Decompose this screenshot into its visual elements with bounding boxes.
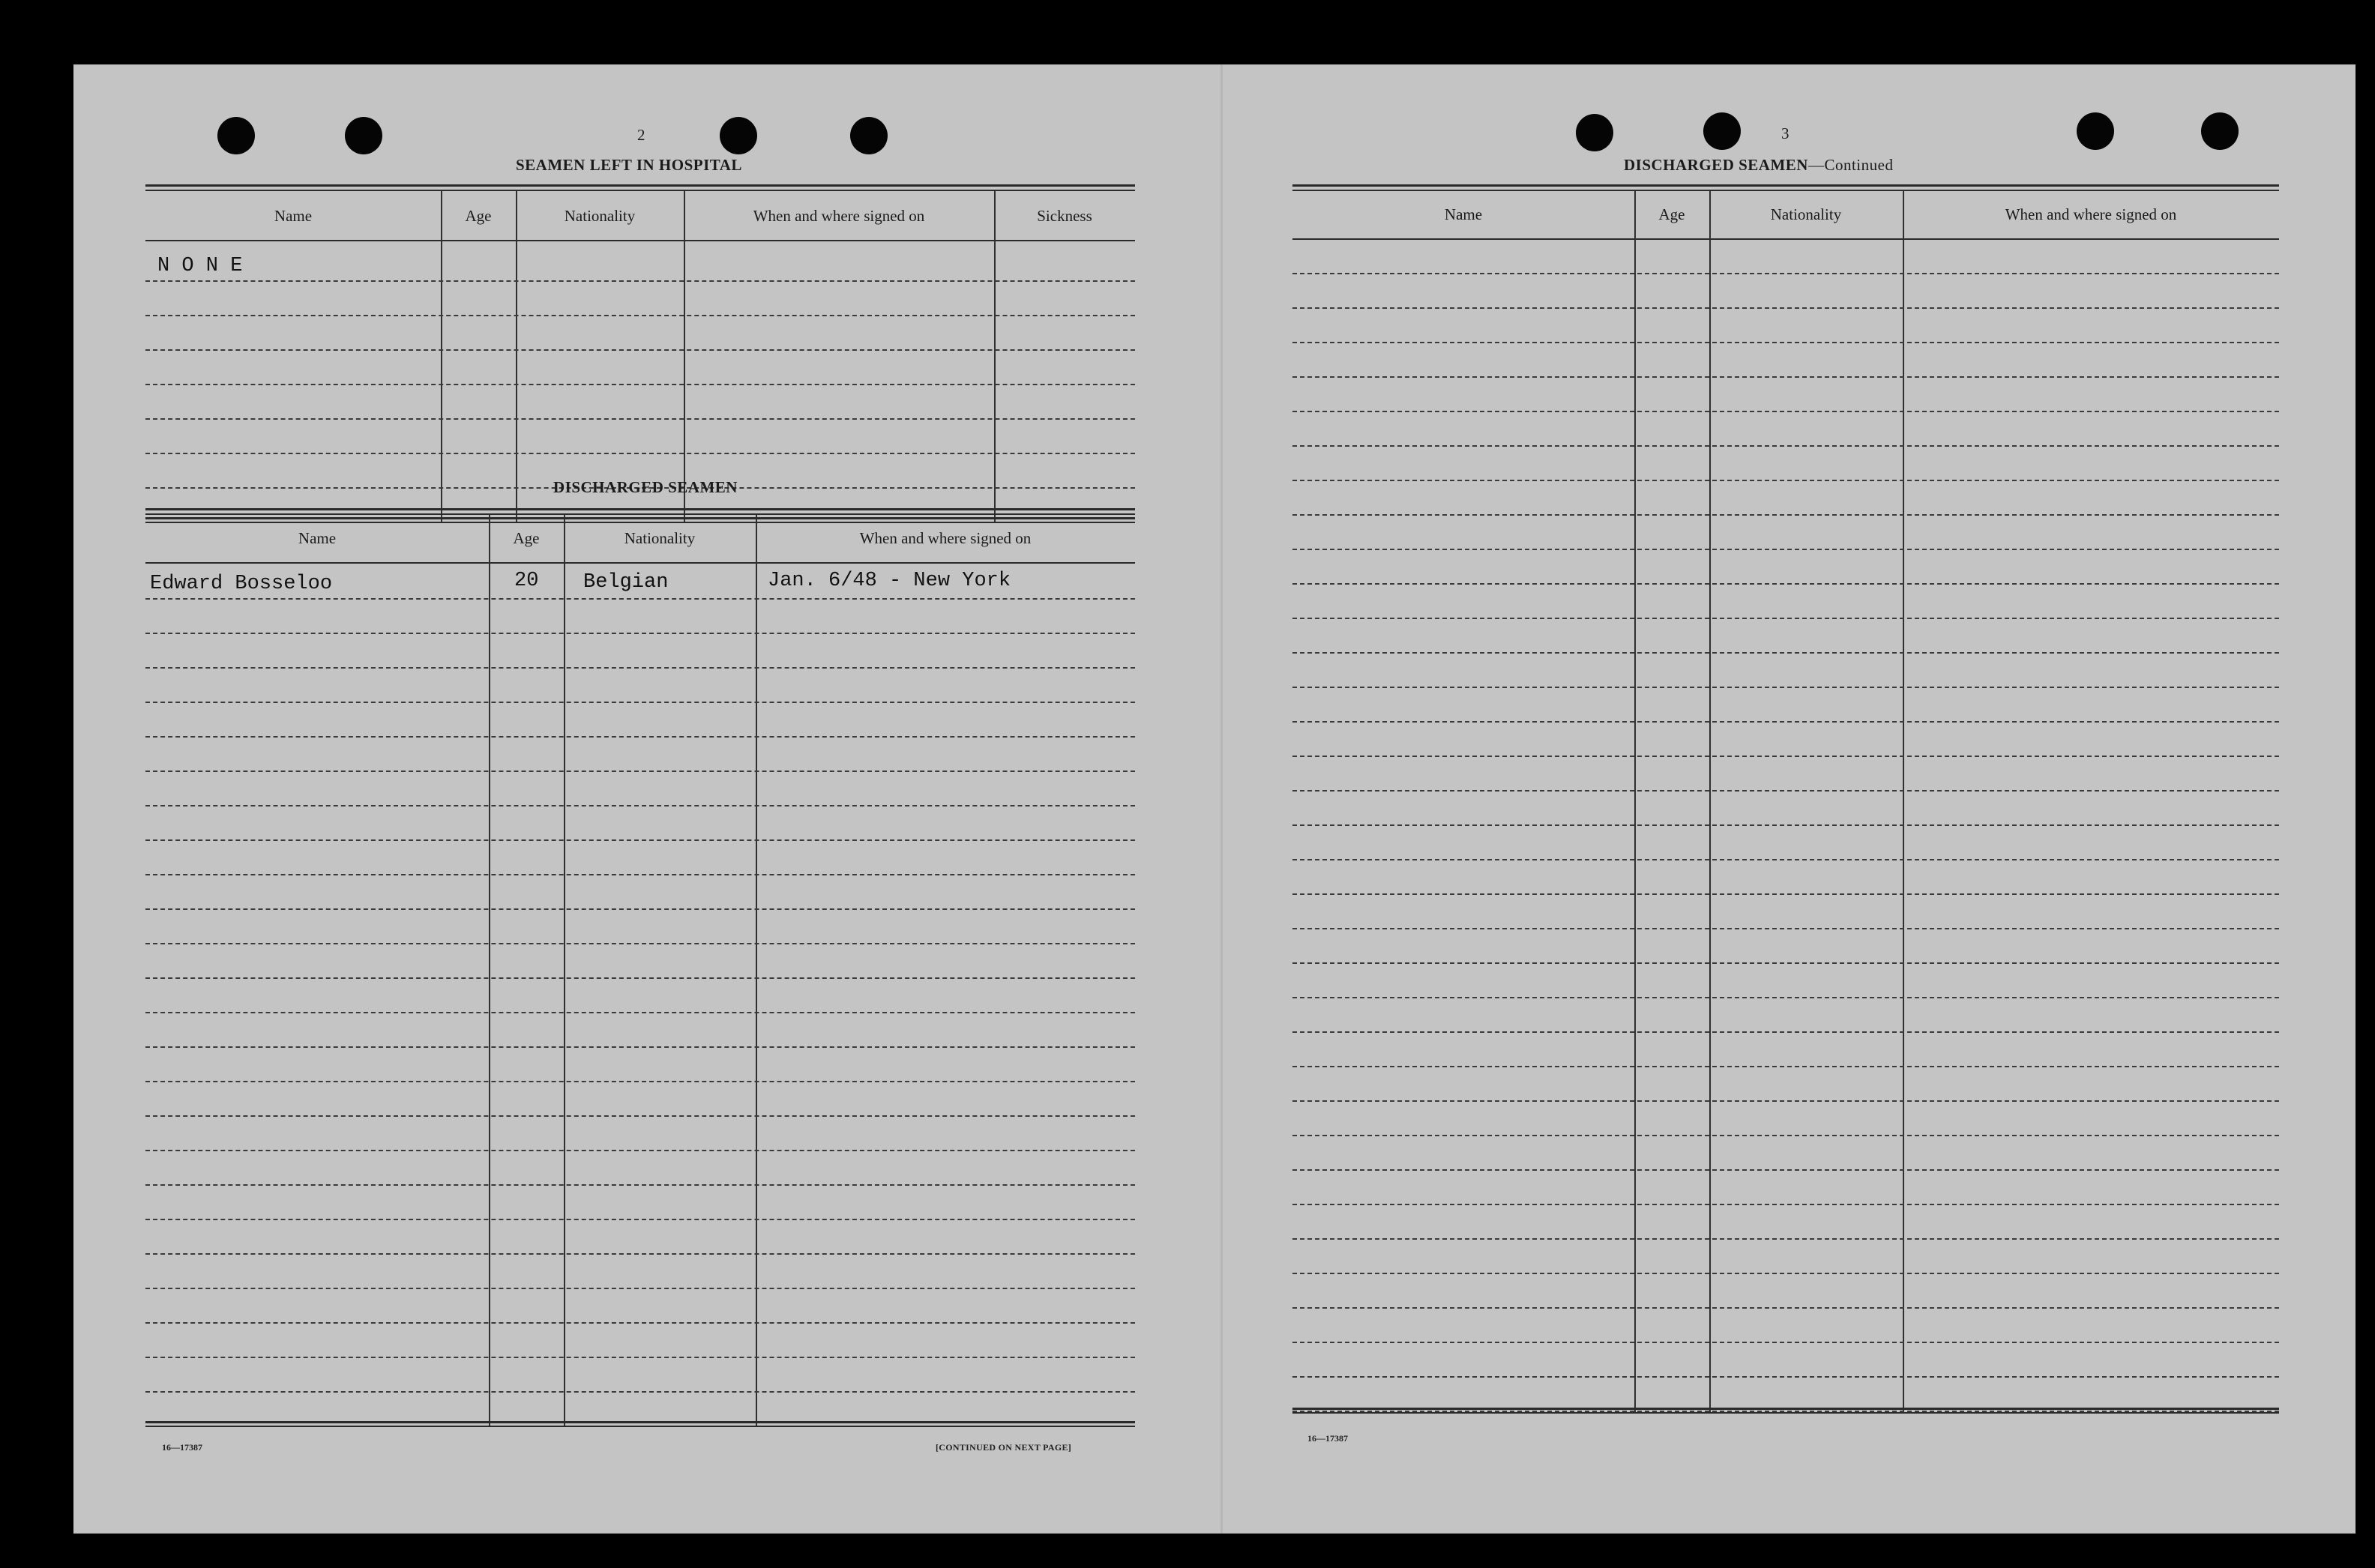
left-page [73, 64, 1220, 1534]
row-rule-line [1292, 1135, 2279, 1136]
row-rule-line [145, 1322, 1135, 1324]
discharged-col-name: Name [298, 528, 337, 547]
row-rule-line [145, 771, 1135, 772]
row-rule-line [1292, 583, 2279, 585]
discharged-age: 20 [514, 570, 539, 592]
row-rule-line [1292, 1100, 2279, 1102]
row-rule-line [1292, 928, 2279, 929]
row-rule-line [1292, 376, 2279, 378]
row-rule-line [1292, 411, 2279, 412]
row-rule-line [1292, 893, 2279, 895]
title-text: DISCHARGED SEAMEN [1624, 156, 1808, 174]
row-rule-line [1292, 859, 2279, 860]
row-rule-line [1292, 652, 2279, 654]
hospital-section-title: SEAMEN LEFT IN HOSPITAL [516, 156, 742, 174]
hospital-entry-none: N O N E [157, 255, 243, 277]
row-rule-line [145, 977, 1135, 979]
row-rule-line [145, 1081, 1135, 1082]
row-rule-line [145, 874, 1135, 875]
row-rule-line [145, 1184, 1135, 1186]
row-rule-line [145, 943, 1135, 944]
continued-note: [CONTINUED ON NEXT PAGE] [936, 1442, 1072, 1453]
discharged-signed-on: Jan. 6/48 - New York [768, 570, 1011, 592]
row-rule-line [1292, 1169, 2279, 1171]
row-rule-line [1292, 1066, 2279, 1067]
row-rule-line [1292, 997, 2279, 998]
row-rule-line [1292, 790, 2279, 791]
row-rule-line [145, 667, 1135, 669]
row-rule-line [145, 1391, 1135, 1393]
row-rule-line [145, 1012, 1135, 1013]
hospital-table [145, 184, 1135, 523]
row-rule-line [1292, 1031, 2279, 1033]
row-rule-line [145, 805, 1135, 806]
row-rule-line [1292, 687, 2279, 688]
discharged-nationality: Belgian [583, 571, 669, 594]
row-rule-line [1292, 342, 2279, 343]
hospital-col-nationality: Nationality [564, 206, 636, 225]
page-number: 3 [1781, 124, 1789, 142]
row-rule-line [1292, 445, 2279, 447]
discharged-name: Edward Bosseloo [150, 573, 333, 595]
row-rule-line [1292, 1238, 2279, 1240]
row-rule-line [1292, 549, 2279, 550]
discharged-section-title: DISCHARGED SEAMEN [553, 478, 738, 496]
discharged-col-signed-on: When and where signed on [859, 528, 1032, 547]
row-rule-line [1292, 514, 2279, 516]
row-rule-line [1292, 1307, 2279, 1309]
discharged-col-age: Age [513, 528, 540, 547]
title-suffix: —Continued [1807, 156, 1894, 174]
hospital-col-age: Age [465, 206, 492, 225]
discharged-continued-table [1292, 184, 2279, 1415]
row-rule-line [145, 598, 1135, 600]
row-rule-line [145, 1115, 1135, 1117]
row-rule-line [145, 1150, 1135, 1151]
row-rule-line [1292, 962, 2279, 964]
continued-col-name: Name [1444, 205, 1483, 223]
row-rule-line [145, 1288, 1135, 1289]
row-rule-line [1292, 756, 2279, 757]
row-rule-line [145, 908, 1135, 910]
discharged-col-nationality: Nationality [624, 528, 696, 547]
row-rule-line [1292, 1376, 2279, 1378]
row-rule-line [145, 1219, 1135, 1220]
row-rule-line [145, 702, 1135, 703]
row-rule-line [1292, 1411, 2279, 1412]
row-rule-line [1292, 1342, 2279, 1343]
form-number: 16—17387 [162, 1442, 202, 1453]
row-rule-line [1292, 824, 2279, 826]
row-rule-line [1292, 480, 2279, 481]
row-rule-line [145, 1046, 1135, 1048]
form-number: 16—17387 [1307, 1433, 1348, 1444]
row-rule-line [1292, 618, 2279, 619]
row-rule-line [145, 1357, 1135, 1358]
discharged-continued-title [1624, 156, 1893, 175]
document-sheet [73, 64, 2356, 1534]
discharged-table [145, 508, 1135, 1430]
hospital-col-signed-on: When and where signed on [753, 206, 925, 225]
row-rule-line [145, 839, 1135, 841]
row-rule-line [1292, 273, 2279, 274]
row-rule-line [1292, 1204, 2279, 1205]
continued-col-age: Age [1658, 205, 1685, 223]
page-number: 2 [637, 126, 645, 144]
row-rule-line [145, 1253, 1135, 1255]
right-page [1220, 64, 2356, 1534]
continued-col-nationality: Nationality [1770, 205, 1842, 223]
row-rule-line [145, 736, 1135, 738]
row-rule-line [1292, 307, 2279, 309]
row-rule-line [145, 633, 1135, 634]
row-rule-line [1292, 1273, 2279, 1274]
continued-col-signed-on: When and where signed on [2005, 205, 2177, 223]
hospital-col-sickness: Sickness [1037, 206, 1092, 225]
row-rule-line [1292, 721, 2279, 723]
hospital-col-name: Name [274, 206, 313, 225]
